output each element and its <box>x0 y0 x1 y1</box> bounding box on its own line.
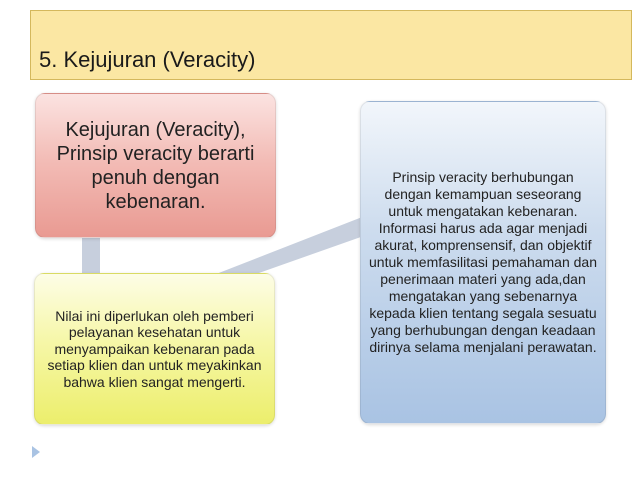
slide-title: 5. Kejujuran (Veracity) <box>39 47 256 72</box>
details-box <box>360 101 606 424</box>
purpose-text: Nilai ini diperlukan oleh pemberi pelayanan kesehatan untuk menyampaikan kebenaran pada setiap klien dan untuk meyakinkan bahwa klien sangat mengerti. <box>47 307 262 390</box>
definition-text: Kejujuran (Veracity), Prinsip veracity berarti penuh dengan kebenaran. <box>56 118 255 213</box>
purpose-box <box>34 273 275 425</box>
triangle-bullet-icon <box>32 446 40 458</box>
definition-box <box>35 93 276 238</box>
details-text: Prinsip veracity berhubungan dengan kemampuan seseorang untuk mengatakan kebenaran. Informasi harus ada agar menjadi akurat, komprensensif, dan objektif untuk memfasilitasi pemahaman dan penerimaan materi yang ada,dan mengatakan yang sebenarnya kepada klien tentang segala sesuatu yang berhubungan dengan keadaan dirinya selama menjalani perawatan. <box>369 169 598 355</box>
